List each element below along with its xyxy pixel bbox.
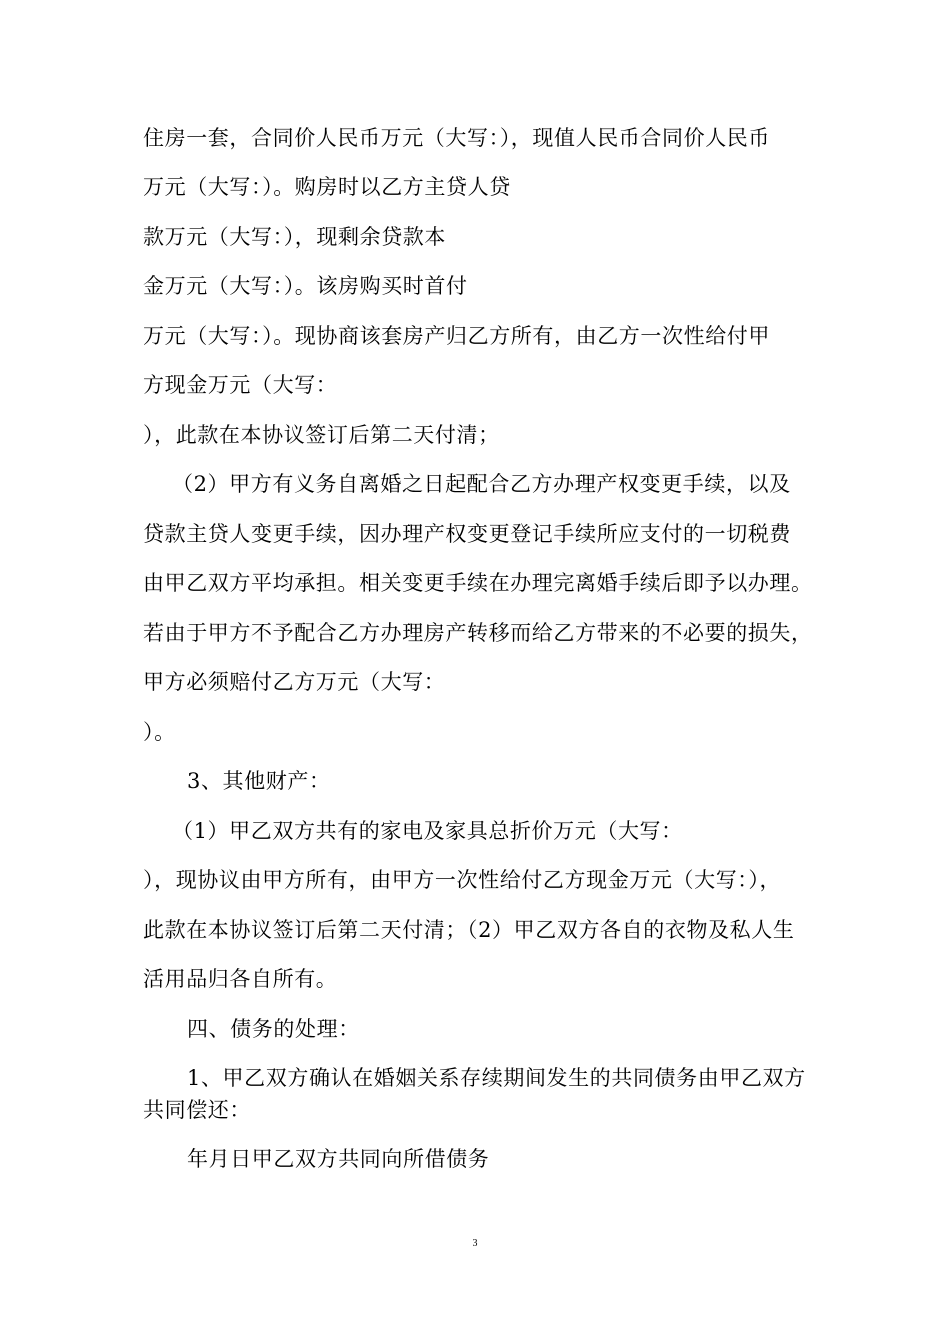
page-number: 3 — [472, 1238, 478, 1249]
text-line: 甲方必须赔付乙方万元（大写： — [143, 670, 446, 694]
text-line: ）。 — [143, 720, 176, 744]
text-line: 1、甲乙双方确认在婚姻关系存续期间发生的共同债务由甲乙双方 — [187, 1066, 806, 1090]
text-line: ），此款在本协议签订后第二天付清； — [143, 423, 500, 447]
text-line: 共同偿还： — [143, 1098, 251, 1122]
text-line: 若由于甲方不予配合乙方办理房产转移而给乙方带来的不必要的损失， — [143, 621, 813, 645]
text-line: 金万元（大写：）。该房购买时首付 — [143, 274, 468, 298]
section-heading: 四、债务的处理： — [187, 1017, 360, 1041]
text-line: 此款在本协议签订后第二天付清；（2）甲乙双方各自的衣物及私人生 — [143, 918, 795, 942]
text-line: 住房一套，合同价人民币万元（大写：），现值人民币合同价人民币 — [143, 126, 770, 150]
text-line: 款万元（大写：），现剩余贷款本 — [143, 225, 446, 249]
text-line: 贷款主贷人变更手续，因办理产权变更登记手续所应支付的一切税费 — [143, 522, 791, 546]
text-line: 方现金万元（大写： — [143, 373, 338, 397]
text-line: 万元（大写：）。购房时以乙方主贷人贷 — [143, 175, 511, 199]
text-line: 由甲乙双方平均承担。相关变更手续在办理完离婚手续后即予以办理。 — [143, 571, 813, 595]
section-heading: 3、其他财产： — [187, 769, 331, 793]
text-line: 万元（大写：）。现协商该套房产归乙方所有，由乙方一次性给付甲 — [143, 324, 770, 348]
text-line: 活用品归各自所有。 — [143, 967, 338, 991]
text-line: 年月日甲乙双方共同向所借债务 — [187, 1147, 490, 1171]
text-line: ），现协议由甲方所有，由甲方一次性给付乙方现金万元（大写：）， — [143, 868, 782, 892]
text-line: （2）甲方有义务自离婚之日起配合乙方办理产权变更手续，以及 — [172, 472, 791, 496]
text-line: （1）甲乙双方共有的家电及家具总折价万元（大写： — [172, 819, 683, 843]
